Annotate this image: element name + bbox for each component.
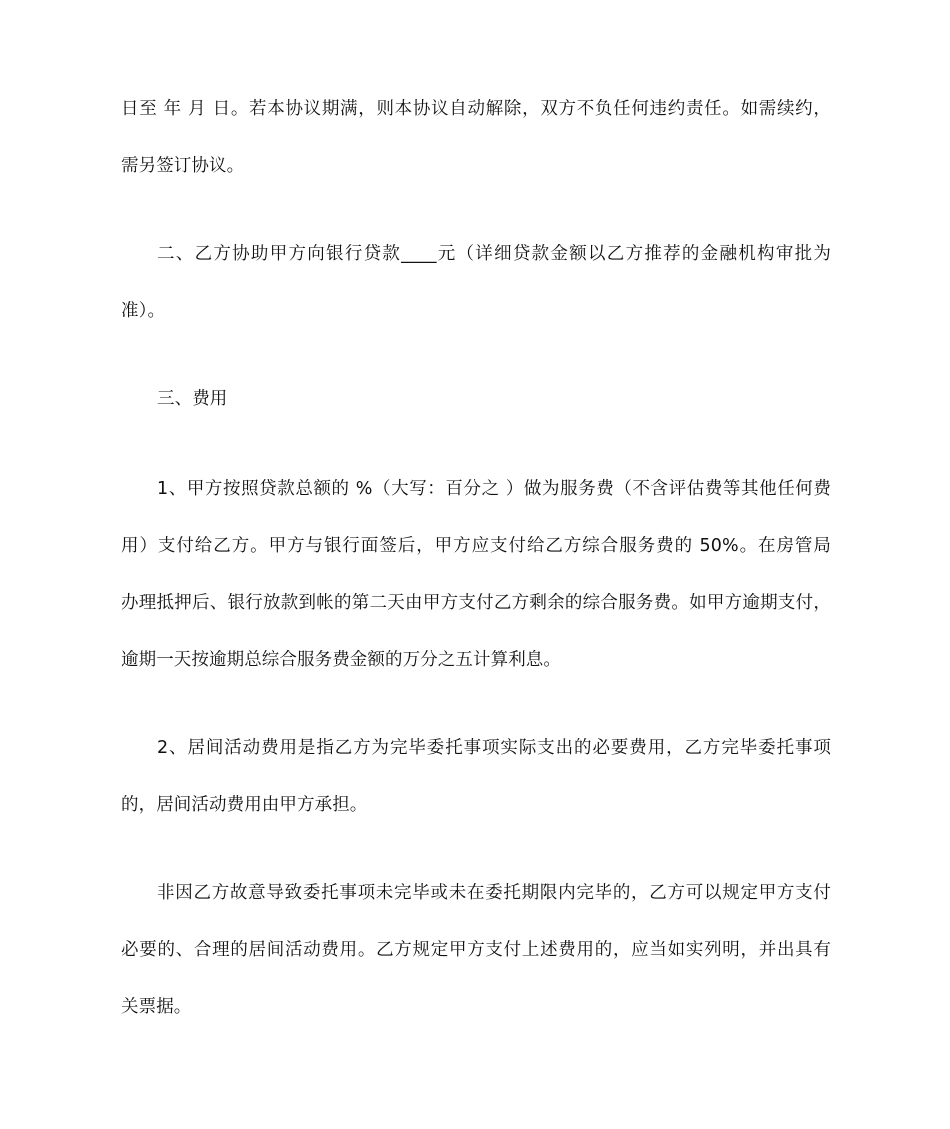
clause-3-2-line-2: 的，居间活动费用由甲方承担。 [121,795,368,815]
paragraph-term-line-1: 日至 年 月 日。若本协议期满，则本协议自动解除，双方不负任何违约责任。如需续约， [121,99,831,119]
clause-3-1-line-3: 办理抵押后、银行放款到帐的第二天由甲方支付乙方剩余的综合服务费。如甲方逾期支付， [121,593,831,613]
clause-2-loan-line-1: 二、乙方协助甲方向银行贷款____元（详细贷款金额以乙方推荐的金融机构审批为 [157,244,831,264]
paragraph-incomplete-line-3: 关票据。 [121,997,192,1017]
clause-3-1-line-1: 1、甲方按照贷款总额的 %（大写：百分之 ）做为服务费（不含评估费等其他任何费 [157,479,831,499]
clause-3-2-line-1: 2、居间活动费用是指乙方为完毕委托事项实际支出的必要费用，乙方完毕委托事项 [157,738,831,758]
clause-3-heading: 三、费用 [157,389,228,409]
clause-3-1-line-2: 用）支付给乙方。甲方与银行面签后，甲方应支付给乙方综合服务费的 50%。在房管局 [121,536,831,556]
paragraph-incomplete-line-2: 必要的、合理的居间活动费用。乙方规定甲方支付上述费用的，应当如实列明，并出具有 [121,940,831,960]
clause-3-1-line-4: 逾期一天按逾期总综合服务费金额的万分之五计算利息。 [121,650,561,670]
paragraph-term-line-2: 需另签订协议。 [121,156,245,176]
clause-2-loan-line-2: 准）。 [121,301,166,321]
paragraph-incomplete-line-1: 非因乙方故意导致委托事项未完毕或未在委托期限内完毕的，乙方可以规定甲方支付 [157,883,831,903]
